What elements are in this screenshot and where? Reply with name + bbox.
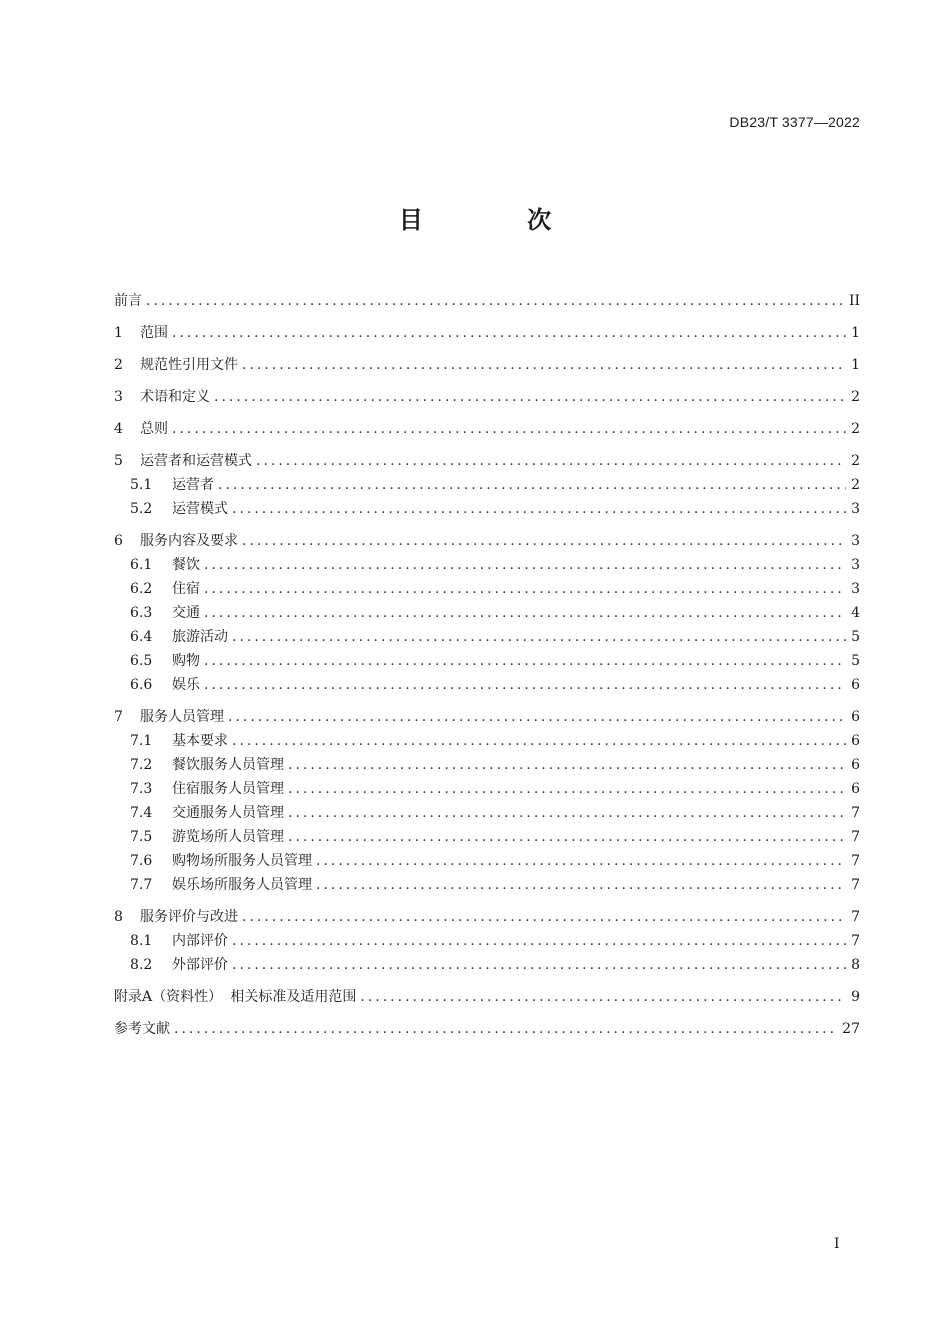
toc-leader-dots <box>360 985 846 1009</box>
toc-leader-dots <box>288 825 846 849</box>
toc-entry-page: II <box>848 293 860 309</box>
toc-entry-title: 附录A（资料性） <box>114 989 223 1005</box>
toc-entry-page: 5 <box>851 629 860 645</box>
toc-entry-title: 运营者和运营模式 <box>140 453 252 469</box>
toc-leader-dots <box>316 849 846 873</box>
toc-entry-title: 餐饮服务人员管理 <box>172 757 284 773</box>
toc-leader-dots <box>232 953 846 977</box>
toc-entry[interactable] <box>114 625 860 649</box>
toc-entry[interactable] <box>114 353 860 377</box>
toc-entry-title: 娱乐 <box>172 677 200 693</box>
toc-entry-page: 7 <box>851 805 860 821</box>
toc-entry[interactable] <box>114 473 860 497</box>
toc-leader-dots <box>204 601 846 625</box>
toc-entry[interactable] <box>114 649 860 673</box>
toc-entry-title: 参考文献 <box>114 1021 170 1037</box>
toc-entry[interactable] <box>114 673 860 697</box>
toc-leader-dots <box>288 777 846 801</box>
toc-entry-number: 5 <box>114 453 123 469</box>
toc-entry[interactable] <box>114 953 860 977</box>
toc-entry-number: 7.4 <box>130 805 153 821</box>
toc-entry-page: 2 <box>851 421 860 437</box>
toc-entry-title: 服务评价与改进 <box>140 909 238 925</box>
toc-entry[interactable] <box>114 289 860 313</box>
toc-entry-page: 6 <box>851 709 860 725</box>
toc-entry-page: 7 <box>851 877 860 893</box>
toc-leader-dots <box>204 649 846 673</box>
toc-entry-page: 1 <box>851 357 860 373</box>
toc-entry-title: 总则 <box>140 421 168 437</box>
toc-entry-number: 6.6 <box>130 677 153 693</box>
toc-entry-page: 7 <box>851 853 860 869</box>
toc-leader-dots <box>218 473 846 497</box>
table-of-contents <box>114 289 860 1041</box>
toc-entry[interactable] <box>114 1017 860 1041</box>
toc-entry-title: 内部评价 <box>172 933 228 949</box>
toc-leader-dots <box>172 321 846 345</box>
toc-entry-number: 7.3 <box>130 781 153 797</box>
toc-entry[interactable] <box>114 905 860 929</box>
toc-leader-dots <box>172 417 846 441</box>
toc-leader-dots <box>232 497 846 521</box>
toc-leader-dots <box>204 673 846 697</box>
toc-leader-dots <box>232 929 846 953</box>
toc-entry-title: 服务内容及要求 <box>140 533 238 549</box>
toc-entry-number: 4 <box>114 421 123 437</box>
toc-entry-page: 27 <box>842 1021 860 1037</box>
toc-leader-dots <box>242 905 846 929</box>
toc-entry-title: 运营模式 <box>172 501 228 517</box>
toc-entry-page: 6 <box>851 757 860 773</box>
toc-entry-title: 餐饮 <box>172 557 200 573</box>
toc-entry-title: 旅游活动 <box>172 629 228 645</box>
toc-entry-title: 娱乐场所服务人员管理 <box>172 877 312 893</box>
toc-entry[interactable] <box>114 449 860 473</box>
toc-entry-title: 外部评价 <box>172 957 228 973</box>
toc-entry[interactable] <box>114 529 860 553</box>
toc-entry-number: 7.2 <box>130 757 153 773</box>
toc-entry[interactable] <box>114 497 860 521</box>
toc-leader-dots <box>146 289 845 313</box>
toc-entry-number: 5.1 <box>130 477 153 493</box>
toc-entry-page: 3 <box>851 533 860 549</box>
toc-entry-number: 6.2 <box>130 581 153 597</box>
toc-entry-number: 8.2 <box>130 957 153 973</box>
toc-entry[interactable] <box>114 753 860 777</box>
toc-entry-page: 3 <box>851 501 860 517</box>
toc-entry-page: 7 <box>851 909 860 925</box>
toc-leader-dots <box>288 801 846 825</box>
toc-entry-title: 购物 <box>172 653 200 669</box>
toc-entry-title: 交通服务人员管理 <box>172 805 284 821</box>
toc-entry-number: 2 <box>114 357 123 373</box>
toc-entry-subtitle: 相关标准及适用范围 <box>230 989 357 1005</box>
toc-entry-number: 7 <box>114 709 123 725</box>
toc-entry-page: 3 <box>851 581 860 597</box>
toc-entry-number: 3 <box>114 389 123 405</box>
toc-entry-title: 基本要求 <box>172 733 228 749</box>
toc-entry-page: 6 <box>851 733 860 749</box>
toc-entry-page: 9 <box>851 989 860 1005</box>
toc-entry-title: 游览场所人员管理 <box>172 829 284 845</box>
toc-entry-page: 2 <box>851 389 860 405</box>
toc-leader-dots <box>232 729 846 753</box>
toc-entry[interactable] <box>114 417 860 441</box>
toc-entry-number: 8 <box>114 909 123 925</box>
toc-entry-title: 规范性引用文件 <box>140 357 238 373</box>
toc-entry-title: 住宿 <box>172 581 200 597</box>
toc-leader-dots <box>232 625 846 649</box>
toc-entry[interactable] <box>114 601 860 625</box>
toc-entry-title: 住宿服务人员管理 <box>172 781 284 797</box>
toc-entry-page: 6 <box>851 677 860 693</box>
toc-entry-page: 2 <box>851 477 860 493</box>
toc-entry-page: 8 <box>851 957 860 973</box>
toc-entry[interactable] <box>114 985 860 1009</box>
toc-leader-dots <box>174 1017 838 1041</box>
toc-entry-number: 6 <box>114 533 123 549</box>
toc-entry[interactable] <box>114 705 860 729</box>
toc-entry-number: 7.1 <box>130 733 153 749</box>
toc-entry[interactable] <box>114 577 860 601</box>
toc-entry-page: 4 <box>851 605 860 621</box>
toc-leader-dots <box>214 385 846 409</box>
toc-entry-number: 6.3 <box>130 605 153 621</box>
page-title: 目 次 <box>398 206 600 234</box>
toc-entry[interactable] <box>114 729 860 753</box>
toc-entry[interactable] <box>114 321 860 345</box>
toc-entry-number: 7.5 <box>130 829 153 845</box>
toc-entry-page: 7 <box>851 829 860 845</box>
toc-entry[interactable] <box>114 553 860 577</box>
toc-entry-number: 7.6 <box>130 853 153 869</box>
toc-entry-page: 2 <box>851 453 860 469</box>
page-number: I <box>834 1236 840 1252</box>
toc-entry-page: 6 <box>851 781 860 797</box>
toc-leader-dots <box>228 705 846 729</box>
toc-entry-page: 7 <box>851 933 860 949</box>
toc-entry-number: 8.1 <box>130 933 153 949</box>
toc-entry-number: 6.5 <box>130 653 153 669</box>
toc-entry-number: 6.4 <box>130 629 153 645</box>
toc-entry[interactable] <box>114 801 860 825</box>
toc-entry-title: 运营者 <box>172 477 214 493</box>
toc-entry-title: 服务人员管理 <box>140 709 224 725</box>
toc-entry-title: 购物场所服务人员管理 <box>172 853 312 869</box>
toc-entry[interactable] <box>114 873 860 897</box>
toc-leader-dots <box>242 529 846 553</box>
toc-entry-title: 交通 <box>172 605 200 621</box>
toc-entry-number: 1 <box>114 325 123 341</box>
toc-entry-page: 5 <box>851 653 860 669</box>
toc-entry-title: 范围 <box>140 325 168 341</box>
toc-leader-dots <box>288 753 846 777</box>
toc-entry[interactable] <box>114 929 860 953</box>
toc-entry-page: 3 <box>851 557 860 573</box>
toc-entry-title: 术语和定义 <box>140 389 210 405</box>
toc-entry[interactable] <box>114 777 860 801</box>
toc-leader-dots <box>242 353 846 377</box>
toc-entry[interactable] <box>114 849 860 873</box>
toc-entry[interactable] <box>114 825 860 849</box>
toc-entry-number: 6.1 <box>130 557 153 573</box>
toc-entry-number: 7.7 <box>130 877 153 893</box>
toc-entry-number: 5.2 <box>130 501 153 517</box>
toc-leader-dots <box>316 873 846 897</box>
toc-leader-dots <box>204 553 846 577</box>
toc-entry[interactable] <box>114 385 860 409</box>
document-code: DB23/T 3377—2022 <box>729 114 860 130</box>
toc-leader-dots <box>256 449 846 473</box>
toc-leader-dots <box>204 577 846 601</box>
toc-entry-page: 1 <box>851 325 860 341</box>
toc-entry-title: 前言 <box>114 293 142 309</box>
